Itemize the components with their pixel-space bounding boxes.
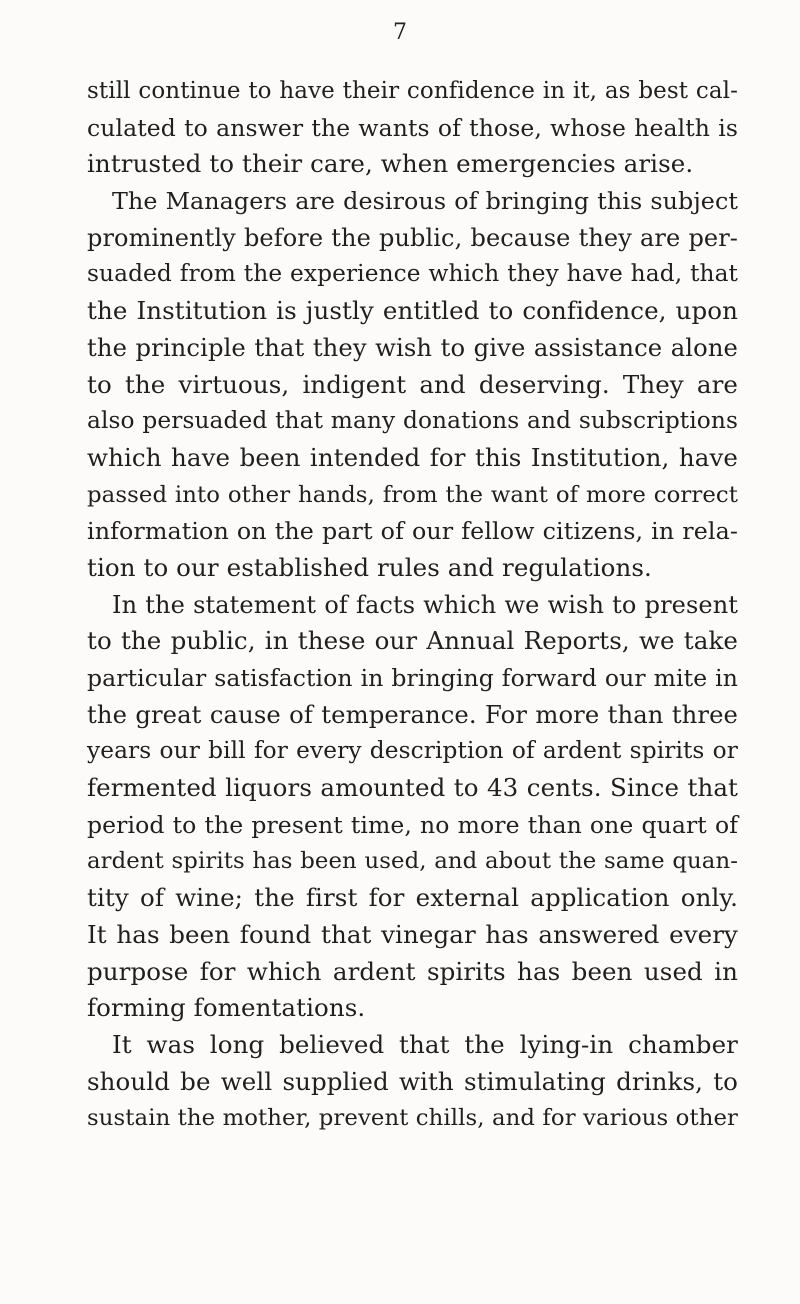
text-line: It has been found that vinegar has answered every: [87, 919, 738, 949]
text-line: fermented liquors amounted to 43 cents. Since that: [87, 773, 738, 803]
text-line: It was long believed that the lying-in chamber: [112, 1029, 738, 1059]
text-line: the great cause of temperance. For more than three: [87, 699, 738, 729]
text-line: also persuaded that many donations and subscriptions: [87, 407, 738, 435]
text-line: The Managers are desirous of bringing this subject: [112, 187, 738, 216]
text-line: ardent spirits has been used, and about the same quan-: [87, 848, 738, 875]
text-line: suaded from the experience which they have had, that: [87, 260, 738, 288]
body-text: [87, 73, 738, 1137]
text-line: purpose for which ardent spirits has been used in: [87, 956, 738, 986]
text-line: still continue to have their confidence in it, as best cal-: [87, 78, 738, 104]
text-line: the Institution is justly entitled to confidence, upon: [87, 296, 738, 326]
text-line: which have been intended for this Institution, have: [87, 442, 738, 472]
text-line: tion to our established rules and regulations.: [87, 552, 652, 582]
text-line: the principle that they wish to give assistance alone: [87, 332, 738, 362]
text-line: forming fomentations.: [87, 993, 366, 1023]
text-line: information on the part of our fellow citizens, in rela-: [87, 517, 738, 546]
text-line: particular satisfaction in bringing forward our mite in: [87, 664, 738, 692]
text-line: years our bill for every description of ardent spirits or: [87, 737, 738, 765]
text-line: culated to answer the wants of those, whose health is: [87, 113, 738, 142]
page-number: 7: [393, 20, 407, 45]
text-line: sustain the mother, prevent chills, and for various other: [87, 1105, 738, 1132]
text-line: to the virtuous, indigent and deserving. They are: [87, 369, 738, 399]
text-line: to the public, in these our Annual Reports, we take: [87, 626, 738, 656]
text-line: tity of wine; the first for external application only.: [87, 883, 738, 913]
text-line: In the statement of facts which we wish to present: [112, 590, 738, 619]
text-line: intrusted to their care, when emergencies arise.: [87, 149, 694, 179]
text-line: prominently before the public, because they are per-: [87, 223, 738, 252]
text-line: period to the present time, no more than one quart of: [87, 810, 738, 839]
text-line: passed into other hands, from the want of more correct: [87, 481, 738, 508]
text-line: should be well supplied with stimulating drinks, to: [87, 1066, 738, 1096]
